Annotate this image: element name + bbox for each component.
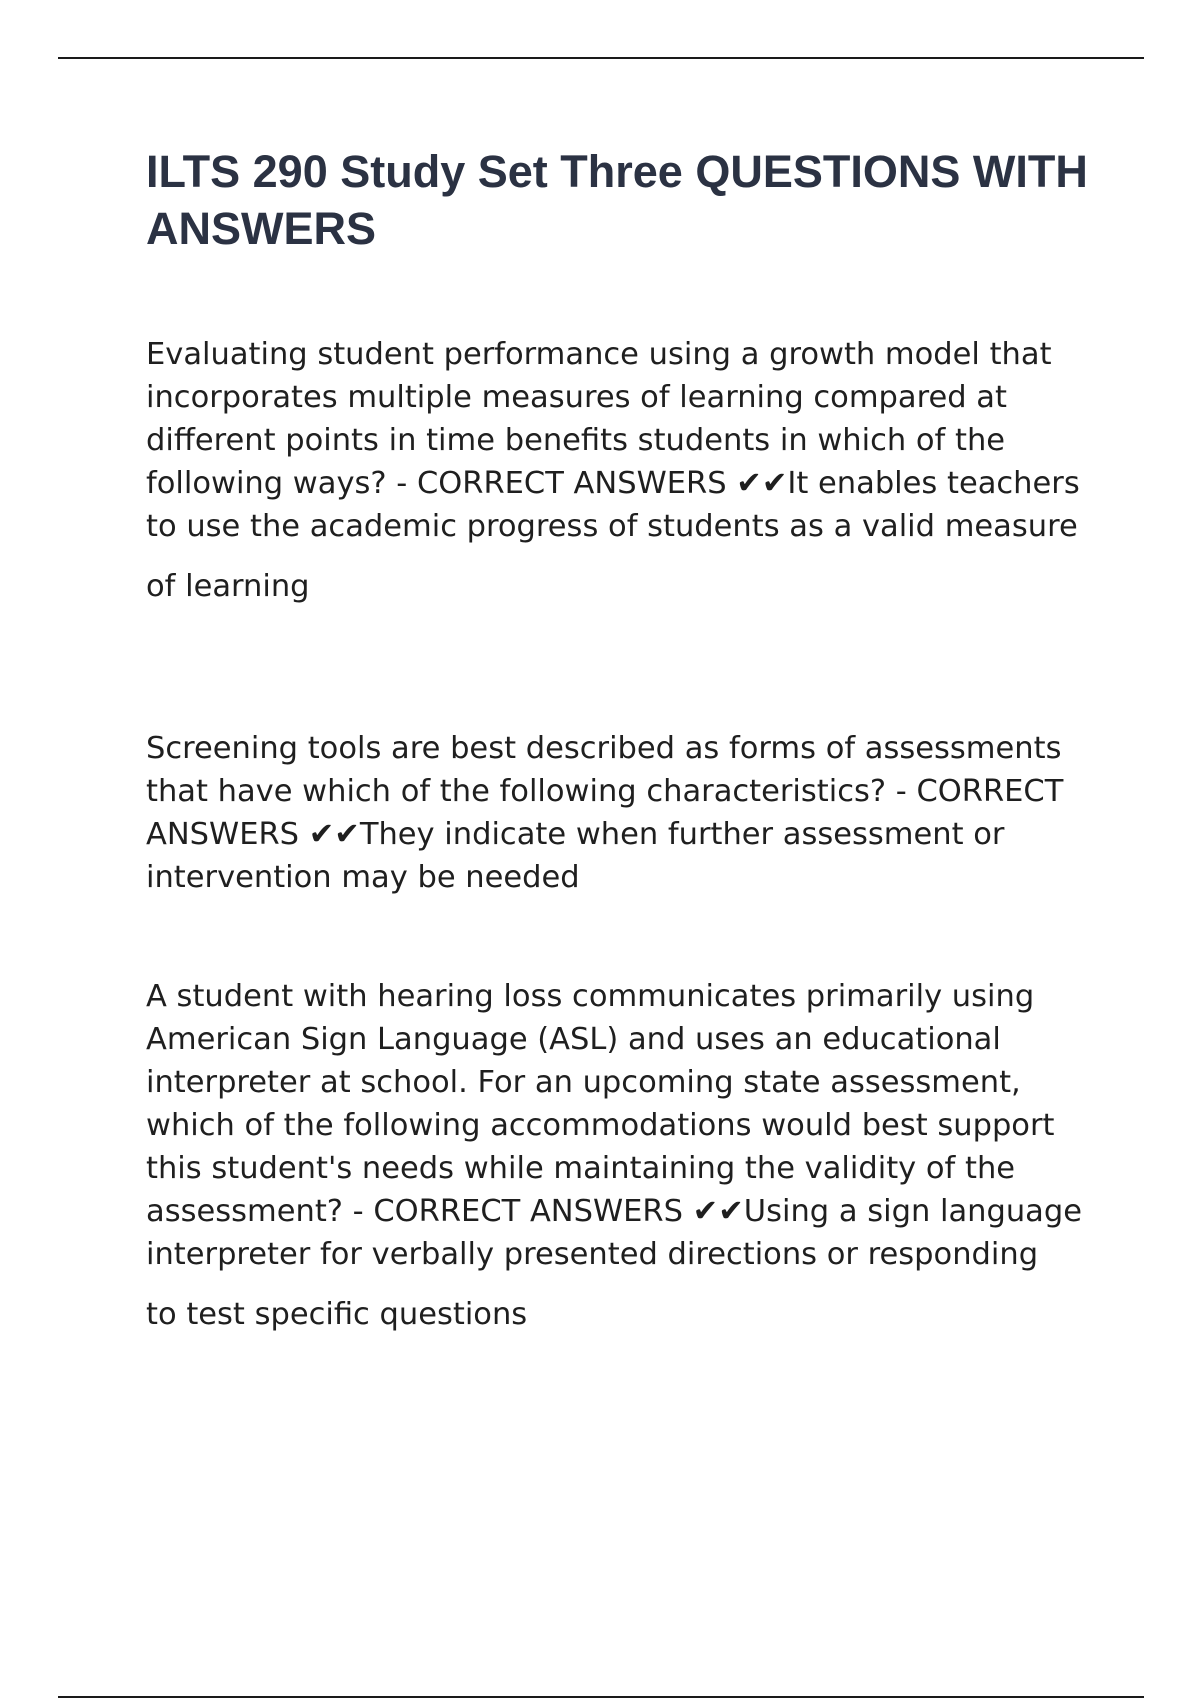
qa-item-3 bbox=[146, 975, 1096, 1336]
footer-rule bbox=[58, 1696, 1144, 1698]
qa-item-2-text: Screening tools are best described as forms of assessments that have which of the following characteristics? - CORRECT ANSWERS ✔✔They indicate when further assessment or intervention may be needed bbox=[146, 731, 1064, 895]
qa-item-1 bbox=[146, 333, 1096, 608]
document-title: ILTS 290 Study Set Three QUESTIONS WITH ANSWERS bbox=[146, 146, 1088, 254]
qa-item-1-text: Evaluating student performance using a growth model that incorporates multiple measures of learning compared at different points in time benefits students in which of the following ways? - CORRECT ANSWERS ✔✔It enables teachers to use the academic progress of students as a valid measure bbox=[146, 337, 1080, 544]
qa-item-3-continuation: to test specific questions bbox=[146, 1297, 528, 1332]
header-rule bbox=[58, 57, 1144, 59]
qa-item-1-continuation: of learning bbox=[146, 569, 310, 604]
qa-item-3-text: A student with hearing loss communicates primarily using American Sign Language (ASL) and uses an educational interpreter at school. For an upcoming state assessment, which of the following accommodations would best support this student's needs while maintaining the validity of the assessment? - CORRECT ANSWERS ✔✔Using a sign language interpreter for verbally presented directions or responding bbox=[146, 979, 1082, 1272]
qa-item-2 bbox=[146, 727, 1096, 899]
